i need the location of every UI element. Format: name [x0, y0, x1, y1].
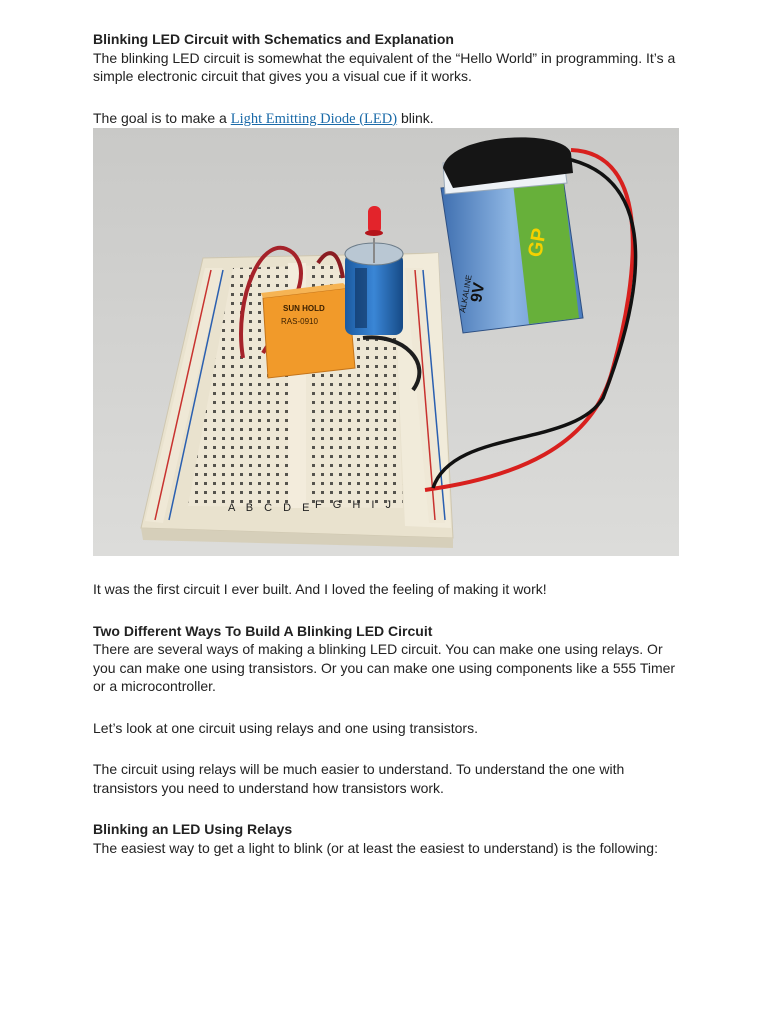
section1-paragraph3: The circuit using relays will be much easier to understand. To understand the one with transistors you need to understand how transistors work. [93, 761, 625, 796]
section1-heading: Two Different Ways To Build A Blinking LED Circuit [93, 622, 433, 639]
battery-type: ALKALINE [458, 274, 474, 314]
circuit-photo [93, 128, 679, 556]
breadboard-cols-right: F G H I J [315, 499, 395, 511]
article-title: Blinking LED Circuit with Schematics and Explanation [93, 31, 454, 47]
battery-brand: GP [524, 226, 551, 259]
relay-component [261, 283, 355, 378]
breadboard-cols-left: A B C D E [228, 502, 314, 514]
section2-body: The easiest way to get a light to blink (or at least the easiest to understand) is the following: [93, 839, 658, 856]
led-link[interactable]: Light Emitting Diode (LED) [230, 110, 398, 127]
battery-voltage: 9V [468, 281, 489, 304]
battery-9v [441, 137, 583, 333]
after-photo-paragraph: It was the first circuit I ever built. And I loved the feeling of making it work! [93, 581, 547, 597]
goal-suffix: blink. [397, 109, 434, 126]
section1-paragraph2: Let’s look at one circuit using relays and one using transistors. [93, 719, 478, 736]
relay-model: RAS-0910 [281, 317, 318, 326]
goal-prefix: The goal is to make a [93, 109, 231, 126]
intro-paragraph: The blinking LED circuit is somewhat the equivalent of the “Hello World” in programming. It’s a simple electronic circuit that gives you a visual cue if it works. [93, 49, 676, 84]
section2-heading: Blinking an LED Using Relays [93, 821, 293, 837]
section1-body: There are several ways of making a blinking LED circuit. You can make one using relays. Or you can make one using transistors. Or you can make one using components like a 555 Timer or a microcontroller. [93, 641, 676, 694]
document-page [93, 30, 683, 857]
relay-brand: SUN HOLD [283, 304, 325, 313]
goal-paragraph [93, 109, 683, 129]
